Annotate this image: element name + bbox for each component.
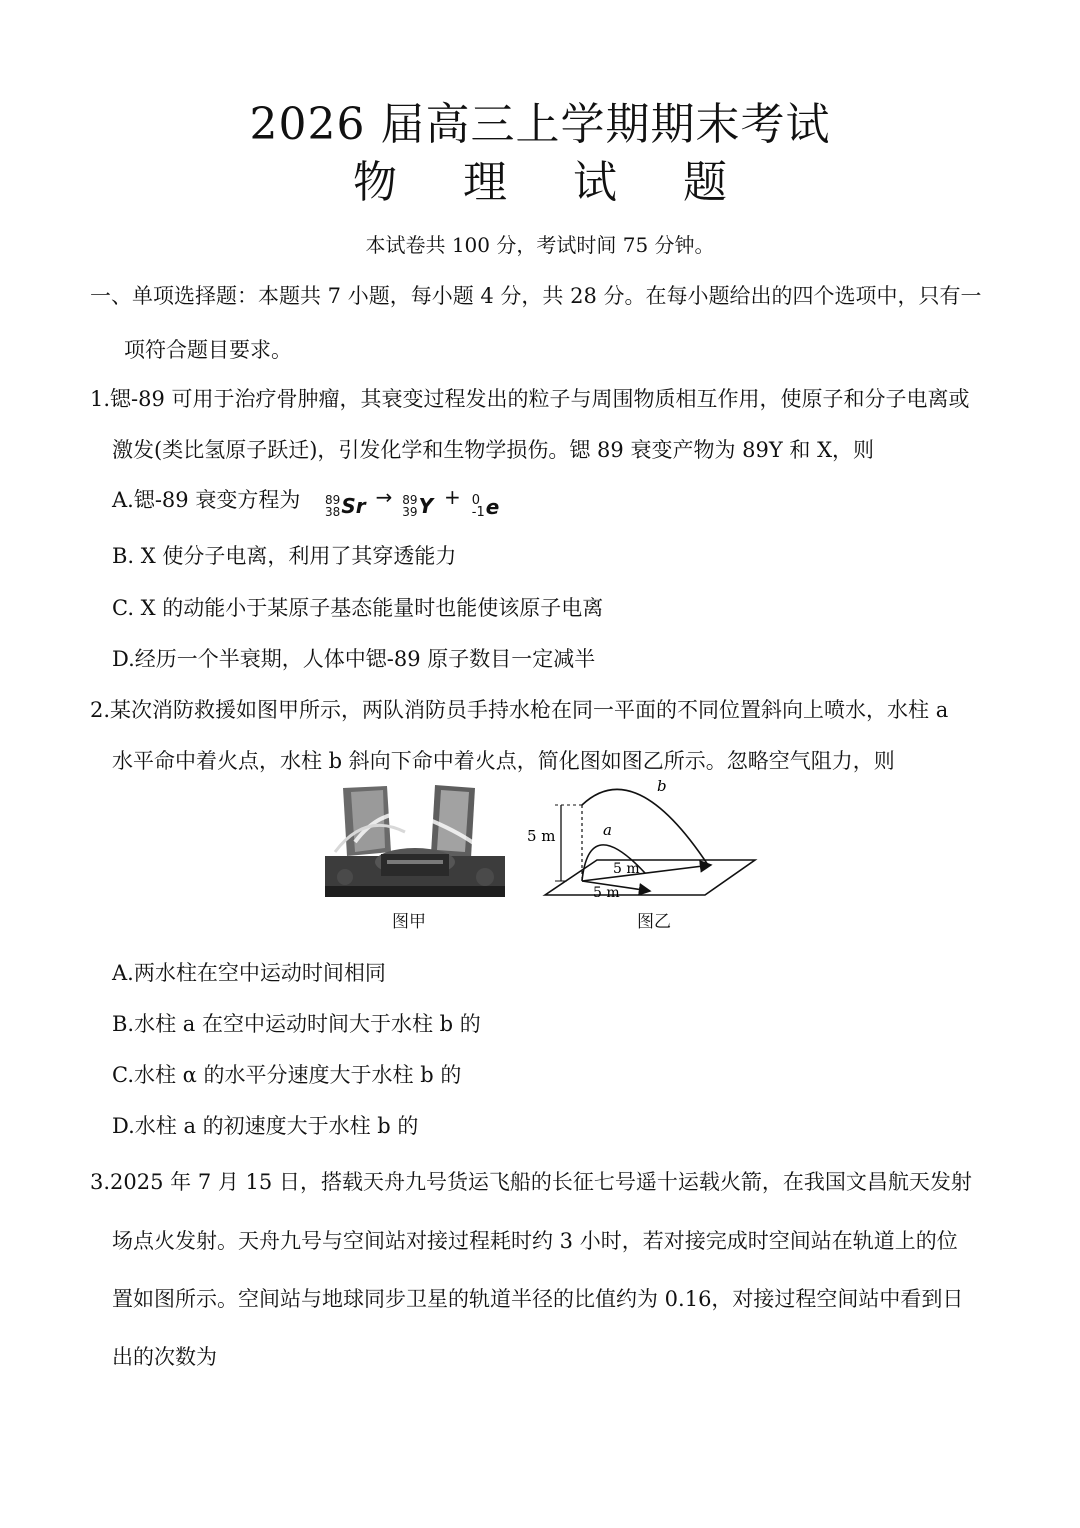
figure-photo <box>325 782 505 897</box>
arrow-symbol: → <box>375 484 393 509</box>
q3-line3: 置如图所示。空间站与地球同步卫星的轨道半径的比值约为 0.16，对接过程空间站中看到日 <box>112 1287 964 1311</box>
q3-line2: 场点火发射。天舟九号与空间站对接过程耗时约 3 小时，若对接完成时空间站在轨道上的位 <box>112 1229 958 1253</box>
sr-atomic-number: 38 <box>325 504 341 519</box>
stream-a-label: a <box>603 821 612 839</box>
exam-note: 本试卷共 100 分，考试时间 75 分钟。 <box>365 233 715 257</box>
q1-option-b: B. X 使分子电离，利用了其穿透能力 <box>112 544 457 568</box>
distance-label-1: 5 m <box>613 861 640 877</box>
q1-option-a <box>112 484 499 519</box>
y-mass-number: 89 <box>402 492 418 507</box>
q2-stem-line1: 2.某次消防救援如图甲所示，两队消防员手持水枪在同一平面的不同位置斜向上喷水，水柱 a <box>90 698 949 722</box>
q1-option-c: C. X 的动能小于某原子基态能量时也能使该原子电离 <box>112 596 604 620</box>
q1-option-d: D.经历一个半衰期，人体中锶-89 原子数目一定减半 <box>112 647 596 671</box>
figure-diagram <box>525 773 760 903</box>
q1-option-a-text: A.锶-89 衰变方程为 <box>112 488 301 512</box>
trajectory-diagram <box>525 773 760 903</box>
q2-option-a: A.两水柱在空中运动时间相同 <box>112 961 386 985</box>
figure-photo-illustration <box>325 782 505 897</box>
q2-option-b: B.水柱 a 在空中运动时间大于水柱 b 的 <box>112 1012 481 1036</box>
plus-symbol: + <box>444 484 461 509</box>
section-heading-line1: 一、单项选择题：本题共 7 小题，每小题 4 分，共 28 分。在每小题给出的四个选项中，只有一 <box>90 284 982 308</box>
ground-plane <box>545 860 755 895</box>
q1-stem-line1: 1.锶-89 可用于治疗骨肿瘤，其衰变过程发出的粒子与周围物质相互作用，使原子和分子电离或 <box>90 387 970 411</box>
subject-title: 物 理 试 题 <box>353 157 753 208</box>
stream-b-label: b <box>657 777 667 795</box>
e-symbol: e <box>485 494 500 519</box>
figure-b-caption: 图乙 <box>637 912 671 932</box>
decay-equation <box>325 485 499 519</box>
height-label: 5 m <box>527 827 556 845</box>
q2-stem-line2: 水平命中着火点，水柱 b 斜向下命中着火点，简化图如图乙所示。忽略空气阻力，则 <box>112 749 895 773</box>
q2-option-d: D.水柱 a 的初速度大于水柱 b 的 <box>112 1114 419 1138</box>
q3-line1: 3.2025 年 7 月 15 日，搭载天舟九号货运飞船的长征七号遥十运载火箭，在我国文昌航天发射 <box>90 1170 972 1194</box>
y-symbol: Y <box>418 493 434 518</box>
q2-option-c: C.水柱 α 的水平分速度大于水柱 b 的 <box>112 1063 462 1087</box>
q3-line4: 出的次数为 <box>112 1345 217 1369</box>
sr-mass-number: 89 <box>325 492 341 507</box>
e-upper-number: 0 <box>471 492 481 508</box>
exam-title: 2026 届高三上学期期末考试 <box>249 99 831 150</box>
section-heading-line2: 项符合题目要求。 <box>124 338 292 362</box>
e-lower-number: -1 <box>471 504 485 520</box>
distance-label-2: 5 m <box>593 885 620 901</box>
y-atomic-number: 39 <box>402 504 418 519</box>
distance-arrow-1 <box>582 865 711 881</box>
sr-symbol: Sr <box>341 493 366 518</box>
q1-stem-line2: 激发(类比氢原子跃迁)，引发化学和生物学损伤。锶 89 衰变产物为 89Y 和 X，则 <box>112 438 875 462</box>
stream-b <box>582 789 708 865</box>
figure-a-caption: 图甲 <box>392 912 426 932</box>
